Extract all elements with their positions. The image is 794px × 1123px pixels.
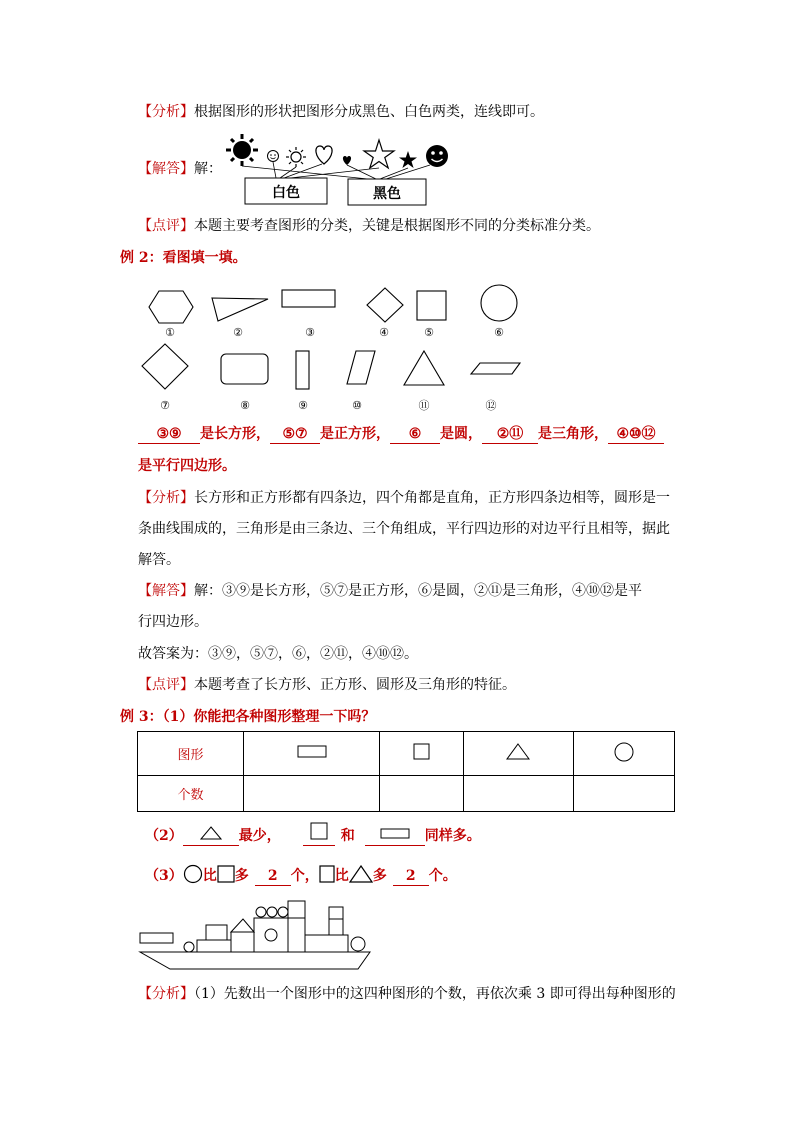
table-header-shape: 图形	[138, 732, 244, 776]
analysis-text: 长方形和正方形都有四条边，四个角都是直角，正方形四条边相等，圆形是一	[194, 490, 670, 506]
ex2-analysis-1	[138, 488, 670, 508]
shape-label: ⑩	[352, 399, 362, 412]
ship-circle-inner	[265, 929, 277, 941]
ship-square-2	[254, 918, 288, 952]
circle-answer: ⑥	[390, 425, 440, 444]
shape-count-table	[137, 731, 675, 812]
ship-triangle	[231, 919, 254, 932]
ex1-sort-figure	[218, 132, 454, 208]
rectangle-long-shape	[282, 290, 335, 307]
count-cell-rect[interactable]	[244, 776, 380, 812]
q3-answer-2: 2	[393, 867, 429, 886]
rect-answer: ③⑨	[138, 425, 200, 444]
ship-rect-1	[197, 940, 231, 952]
square-icon	[413, 743, 431, 761]
ship-rect-2	[231, 932, 254, 952]
table-cell-square	[380, 732, 464, 776]
answer-prefix: 解：	[194, 161, 222, 177]
black-sun-icon	[226, 134, 258, 166]
square-answer: ⑤⑦	[270, 425, 320, 444]
white-smiley-icon	[268, 151, 279, 162]
ex3-q2	[145, 822, 481, 846]
table-row	[138, 776, 675, 812]
q2-number: （2）	[145, 828, 183, 844]
ex2-fill-line2: 是平行四边形。	[138, 458, 236, 474]
square-icon	[319, 865, 335, 883]
rectangle-tall-shape	[296, 351, 309, 389]
q3-answer-1: 2	[255, 867, 291, 886]
q2-same: 同样多。	[424, 828, 481, 844]
q3-number: （3）	[145, 868, 183, 884]
count-cell-circle[interactable]	[573, 776, 674, 812]
analysis-tag: 【分析】	[138, 490, 194, 506]
ship-rect-4	[305, 935, 348, 952]
shape-label: ⑦	[160, 399, 170, 412]
ship-circle-top2	[267, 907, 277, 917]
analysis-text: （1）先数出一个图形中的这四种图形的个数，再依次乘 3 即可得出每种图形的	[194, 986, 676, 1002]
ship-rect-left	[140, 933, 173, 943]
parallelogram-tall-shape	[347, 351, 375, 384]
triangle-right-shape	[212, 298, 268, 321]
ship-square-1	[206, 925, 227, 940]
q3-than: 比	[334, 868, 349, 884]
rounded-rectangle-shape	[221, 354, 268, 384]
triangle-icon	[349, 865, 373, 883]
ship-square-top	[288, 901, 305, 918]
ex1-analysis	[138, 102, 544, 122]
shape-label: ③	[305, 326, 315, 339]
rectangle-icon	[297, 745, 327, 759]
q2-least-blank	[183, 826, 239, 846]
analysis-tag: 【分析】	[138, 986, 194, 1002]
ex2-fill-line1	[138, 424, 664, 444]
analysis-text: 根据图形的形状把图形分成黑色、白色两类，连线即可。	[194, 104, 544, 120]
shape-label: ⑨	[298, 399, 308, 412]
triangle-icon	[200, 826, 222, 840]
shape-label: ④	[379, 326, 389, 339]
shape-label: ⑪	[418, 399, 430, 412]
ship-square-3	[329, 907, 343, 919]
triangle-label: 是三角形，	[538, 426, 608, 442]
ex1-comment	[138, 216, 600, 236]
answer-tag: 【解答】	[138, 161, 194, 177]
tilted-square-shape	[142, 344, 188, 389]
ex2-answer-2: 行四边形。	[138, 614, 208, 630]
table-cell-triangle	[463, 732, 573, 776]
ex3-title: 例 3：（1）你能把各种图形整理一下吗？	[120, 709, 376, 725]
answer-tag: 【解答】	[138, 583, 194, 599]
white-box-label: 白色	[272, 185, 300, 201]
q2-square-blank	[303, 822, 335, 846]
count-cell-triangle[interactable]	[463, 776, 573, 812]
ex2-analysis-3: 解答。	[138, 552, 180, 568]
rhombus-shape	[367, 288, 403, 322]
comment-tag: 【点评】	[138, 677, 194, 693]
circle-icon	[613, 741, 635, 763]
ship-circle-right	[351, 937, 365, 951]
q3-than: 比	[202, 868, 217, 884]
table-header-count: 个数	[138, 776, 244, 812]
ship-rect-5	[329, 919, 343, 935]
black-box-label: 黑色	[373, 186, 401, 202]
triangle-icon	[506, 743, 530, 761]
circle-shape	[481, 285, 517, 321]
shape-label: ①	[165, 326, 175, 339]
ship-circle-small	[184, 942, 194, 952]
triangle-answer: ②⑪	[482, 425, 538, 444]
parallelogram-flat-shape	[471, 363, 520, 374]
q3-unit-1: 个，	[290, 868, 319, 884]
table-row	[138, 732, 675, 776]
shape-label: ⑧	[240, 399, 250, 412]
ex2-comment	[138, 675, 516, 695]
parallelogram-answer: ④⑩⑫	[608, 425, 664, 444]
circle-icon	[183, 864, 203, 884]
black-heart-icon	[343, 156, 351, 165]
black-star-icon	[399, 151, 417, 168]
comment-text: 本题主要考查图形的分类，关键是根据图形不同的分类标准分类。	[194, 218, 600, 234]
square-shape	[417, 291, 446, 320]
ex2-final-answer: 故答案为：③⑨，⑤⑦，⑥，②⑪，④⑩⑫。	[138, 646, 418, 662]
white-heart-icon	[316, 146, 332, 164]
table-cell-rect	[244, 732, 380, 776]
comment-text: 本题考查了长方形、正方形、圆形及三角形的特征。	[194, 677, 516, 693]
ex3-q3	[145, 864, 457, 888]
table-cell-circle	[573, 732, 674, 776]
shape-label: ⑫	[485, 399, 497, 412]
shape-labels	[160, 326, 504, 412]
rectangle-icon	[380, 828, 410, 840]
answer-text: 解：③⑨是长方形，⑤⑦是正方形，⑥是圆，②⑪是三角形，④⑩⑫是平	[194, 583, 642, 599]
q3-more: 多	[234, 868, 249, 884]
ship-circle-top1	[256, 907, 266, 917]
ship-rect-3	[288, 918, 305, 952]
square-icon	[217, 865, 235, 883]
ex2-analysis-2: 条曲线围成的，三角形是由三条边、三个角组成，平行四边形的对边平行且相等，据此	[138, 521, 670, 537]
q3-unit-2: 个。	[428, 868, 457, 884]
ex3-ship-figure	[136, 896, 376, 974]
q3-more: 多	[372, 868, 387, 884]
comment-tag: 【点评】	[138, 218, 194, 234]
q2-least: 最少，	[238, 828, 281, 844]
ship-circle-top3	[278, 907, 288, 917]
ex3-analysis	[138, 984, 676, 1004]
connection-lines	[242, 162, 430, 179]
shape-label: ⑥	[494, 326, 504, 339]
ship-hull-shape	[140, 952, 370, 969]
white-sun-icon	[286, 147, 306, 167]
analysis-tag: 【分析】	[138, 104, 194, 120]
shape-label: ②	[233, 326, 243, 339]
shape-label: ⑤	[424, 326, 434, 339]
ex2-answer-1	[138, 581, 642, 601]
square-label: 是正方形，	[320, 426, 390, 442]
triangle-iso-shape	[404, 351, 444, 385]
ex2-shapes-figure	[135, 276, 525, 414]
square-icon	[310, 822, 328, 840]
ex1-answer-prefix	[138, 159, 222, 179]
count-cell-square[interactable]	[380, 776, 464, 812]
rect-label: 是长方形，	[200, 426, 270, 442]
white-star-icon	[364, 140, 394, 168]
q2-and: 和	[340, 828, 355, 844]
hexagon-shape	[149, 291, 193, 323]
black-smiley-icon	[426, 145, 448, 167]
circle-label: 是圆，	[440, 426, 482, 442]
ex2-title: 例 2：看图填一填。	[120, 250, 247, 266]
q2-rect-blank	[365, 827, 425, 846]
